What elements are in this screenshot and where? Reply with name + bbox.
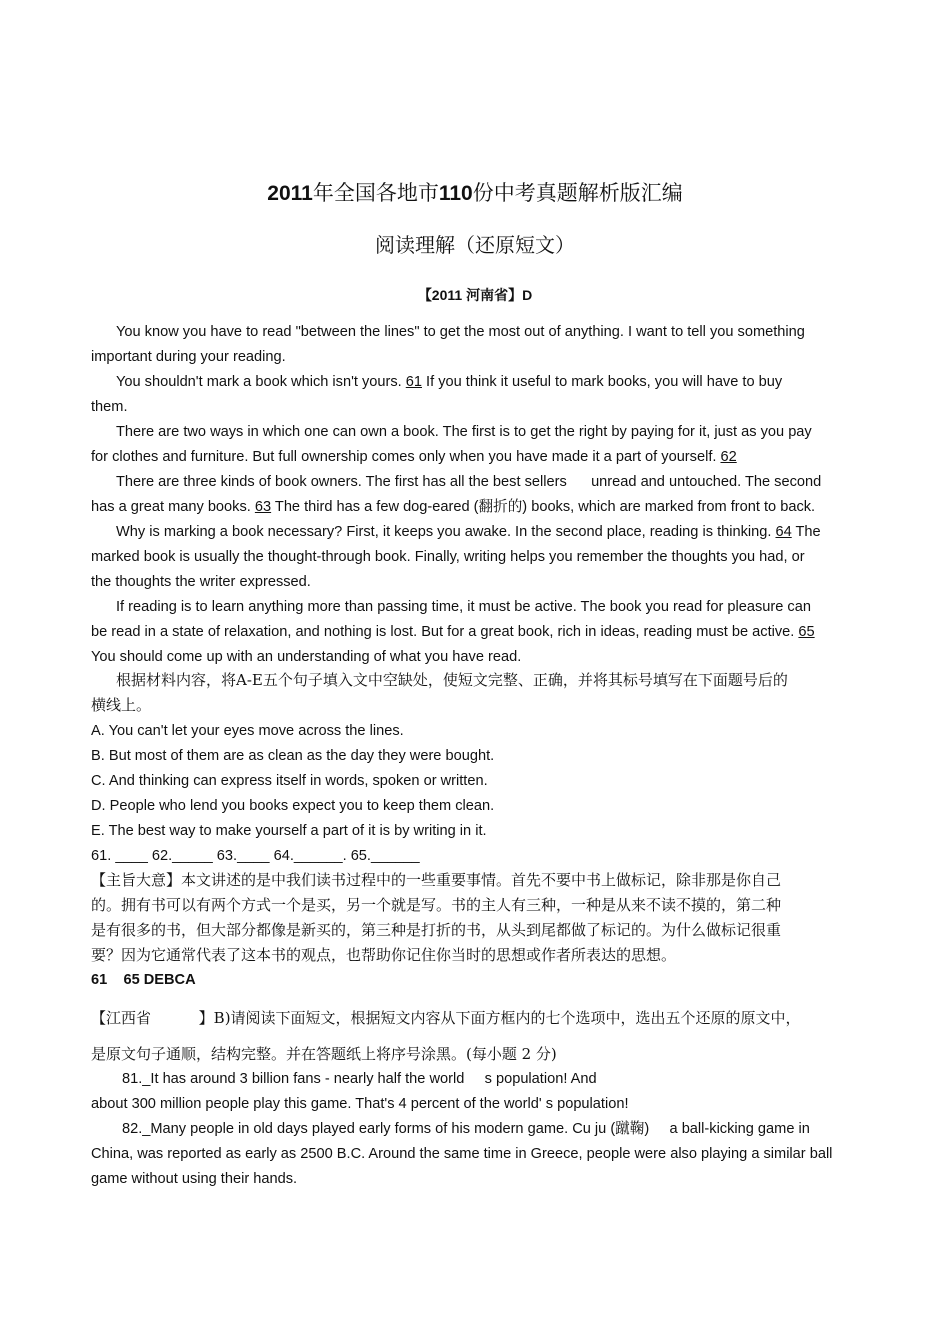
blank-number: 64 [775, 524, 792, 540]
section2-heading: 是原文句子通顺，结构完整。并在答题纸上将序号涂黑。(每小题 2 分) [91, 1045, 557, 1063]
title-year: 2011 [267, 182, 313, 205]
blank-number: 62 [720, 449, 737, 465]
section-tag: 【2011 河南省】D [417, 287, 533, 303]
summary-line: 的。拥有书可以有两个方式一个是买，另一个就是写。书的主人有三种，一种是从来不读不摸的，第二种 [91, 896, 782, 914]
instruction-line: 根据材料内容，将A-E五个句子填入文中空缺处，使短文完整、正确，并将其标号填写在下面题号后的 [116, 671, 788, 689]
question-82-cont: China, was reported as early as 2500 B.C. Around the same time in Greece, people were also playing a similar ball [91, 1146, 833, 1162]
title-num: 110 [438, 182, 473, 205]
blank-number: 61 [405, 374, 422, 390]
instruction-line: 横线上。 [91, 696, 152, 714]
text-fragment: be read in a state of relaxation, and nothing is lost. But for a great book, rich in ideas, reading must be active. [91, 624, 799, 640]
question-81-cont: about 300 million people play this game. That's 4 percent of the world' s population! [91, 1096, 629, 1112]
option-e: E. The best way to make yourself a part of it is by writing in it. [91, 823, 487, 839]
option-b: B. But most of them are as clean as the day they were bought. [91, 748, 495, 764]
summary-line: 要？因为它通常代表了这本书的观点，也帮助你记住你当时的思想或作者所表达的思想。 [91, 946, 677, 964]
passage-line [116, 373, 861, 391]
passage-line: important during your reading. [91, 349, 286, 365]
summary-line: 是有很多的书，但大部分都像是新买的，第三种是打折的书，从头到尾都做了标记的。为什么做标记很重 [91, 921, 782, 939]
passage-line [91, 448, 861, 466]
answer-line: 61. ____ 62._____ 63.____ 64.______. 65.______ [91, 848, 420, 864]
text-fragment: The third has a few dog-eared (翻折的) books, which are marked from front to back. [271, 499, 816, 515]
question-82: 82._Many people in old days played early forms of his modern game. Cu ju (蹴鞠) a ball-kicking game in [122, 1121, 810, 1137]
blank-number: 65 [798, 624, 815, 640]
document-subtitle: 阅读理解（还原短文） [375, 233, 575, 257]
text-fragment: Why is marking a book necessary? First, it keeps you awake. In the second place, reading is thinking. [116, 524, 776, 540]
document-title [0, 177, 950, 207]
title-mid: 年全国各地市 [312, 181, 439, 205]
option-c: C. And thinking can express itself in words, spoken or written. [91, 773, 488, 789]
passage-line: If reading is to learn anything more than passing time, it must be active. The book you read for pleasure can [116, 599, 811, 615]
text-fragment: If you think it useful to mark books, you will have to buy [422, 374, 783, 390]
text-fragment: for clothes and furniture. But full ownership comes only when you have made it a part of yourself. [91, 449, 721, 465]
option-a: A. You can't let your eyes move across the lines. [91, 723, 404, 739]
text-fragment: has a great many books. [91, 499, 255, 515]
text-fragment: You shouldn't mark a book which isn't yours. [116, 374, 406, 390]
passage-line [91, 498, 861, 516]
blank-number: 63 [254, 499, 272, 515]
option-d: D. People who lend you books expect you to keep them clean. [91, 798, 495, 814]
passage-line: There are two ways in which one can own a book. The first is to get the right by paying for it, just as you pay [116, 424, 812, 440]
passage-line: them. [91, 399, 128, 415]
passage-line: You should come up with an understanding of what you have read. [91, 649, 522, 665]
question-81: 81._It has around 3 billion fans - nearly half the world s population! And [122, 1071, 597, 1087]
passage-line: There are three kinds of book owners. The first has all the best sellers unread and untouched. The second [116, 474, 822, 490]
answer-key: 61 65 DEBCA [91, 972, 196, 988]
passage-line [116, 523, 861, 541]
question-82-cont: game without using their hands. [91, 1171, 298, 1187]
text-fragment: The [791, 524, 821, 540]
summary-line: 【主旨大意】本文讲述的是中我们读书过程中的一些重要事情。首先不要中书上做标记，除非那是你自己 [91, 871, 782, 889]
passage-line: You know you have to read "between the lines" to get the most out of anything. I want to tell you something [116, 324, 805, 340]
passage-line: marked book is usually the thought-through book. Finally, writing helps you remember the thoughts you had, or [91, 549, 805, 565]
passage-line: the thoughts the writer expressed. [91, 574, 311, 590]
passage-line [91, 623, 861, 641]
section2-heading: 【江西省 】B)请阅读下面短文，根据短文内容从下面方框内的七个选项中，选出五个还原的原文中， [91, 1009, 801, 1027]
title-end: 份中考真题解析版汇编 [472, 181, 683, 205]
